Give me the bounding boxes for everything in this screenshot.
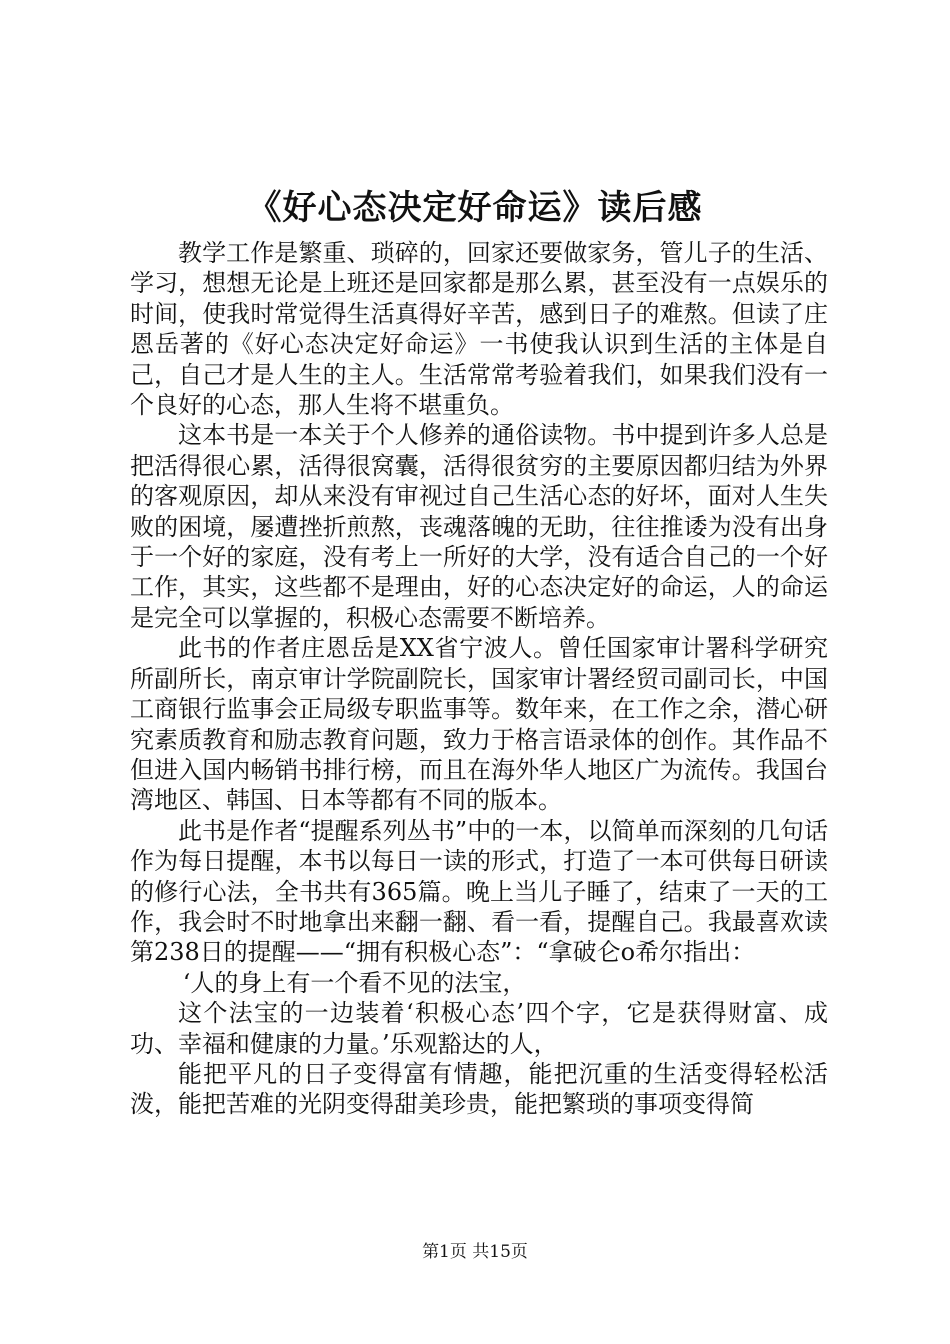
- paragraph: 这本书是一本关于个人修养的通俗读物。书中提到许多人总是把活得很心累，活得很窝囊，活得很贫穷的主要原因都归结为外界的客观原因，却从来没有审视过自己生活心态的好坏，面对人生失败的困境，屡遭挫折煎熬，丧魂落魄的无助，往往推诿为没有出身于一个好的家庭，没有考上一所好的大学，没有适合自己的一个好工作，其实，这些都不是理由，好的心态决定好的命运，人的命运是完全可以掌握的，积极心态需要不断培养。: [130, 421, 828, 632]
- paragraph: ‘人的身上有一个看不见的法宝，: [182, 968, 527, 997]
- document-body: [130, 238, 828, 1120]
- paragraph: 此书的作者庄恩岳是XX省宁波人。曾任国家审计署科学研究所副所长，南京审计学院副院长，国家审计署经贸司副司长，中国工商银行监事会正局级专职监事等。数年来，在工作之余，潜心研究素质教育和励志教育问题，致力于格言语录体的创作。其作品不但进入国内畅销书排行榜，而且在海外华人地区广为流传。我国台湾地区、韩国、日本等都有不同的版本。: [130, 634, 828, 815]
- document-title: 《好心态决定好命运》读后感: [247, 188, 703, 228]
- page-footer: 第1页 共15页: [422, 1242, 528, 1262]
- paragraph: 此书是作者“提醒系列丛书”中的一本，以简单而深刻的几句话作为每日提醒，本书以每日一读的形式，打造了一本可供每日研读的修行心法，全书共有365篇。晚上当儿子睡了，结束了一天的工作，我会时不时地拿出来翻一翻、看一看，提醒自己。我最喜欢读第238日的提醒——“拥有积极心态”：“拿破仑o希尔指出：: [130, 816, 828, 967]
- paragraph: 能把平凡的日子变得富有情趣，能把沉重的生活变得轻松活泼，能把苦难的光阴变得甜美珍贵，能把繁琐的事项变得简: [130, 1059, 828, 1119]
- paragraph: 这个法宝的一边装着‘积极心态’四个字，它是获得财富、成功、幸福和健康的力量。’乐观豁达的人，: [130, 999, 828, 1058]
- paragraph: 教学工作是繁重、琐碎的，回家还要做家务，管儿子的生活、学习，想想无论是上班还是回家都是那么累，甚至没有一点娱乐的时间，使我时常觉得生活真得好辛苦，感到日子的难熬。但读了庄恩岳著的《好心态决定好命运》一书使我认识到生活的主体是自己，自己才是人生的主人。生活常常考验着我们，如果我们没有一个良好的心态，那人生将不堪重负。: [130, 239, 828, 420]
